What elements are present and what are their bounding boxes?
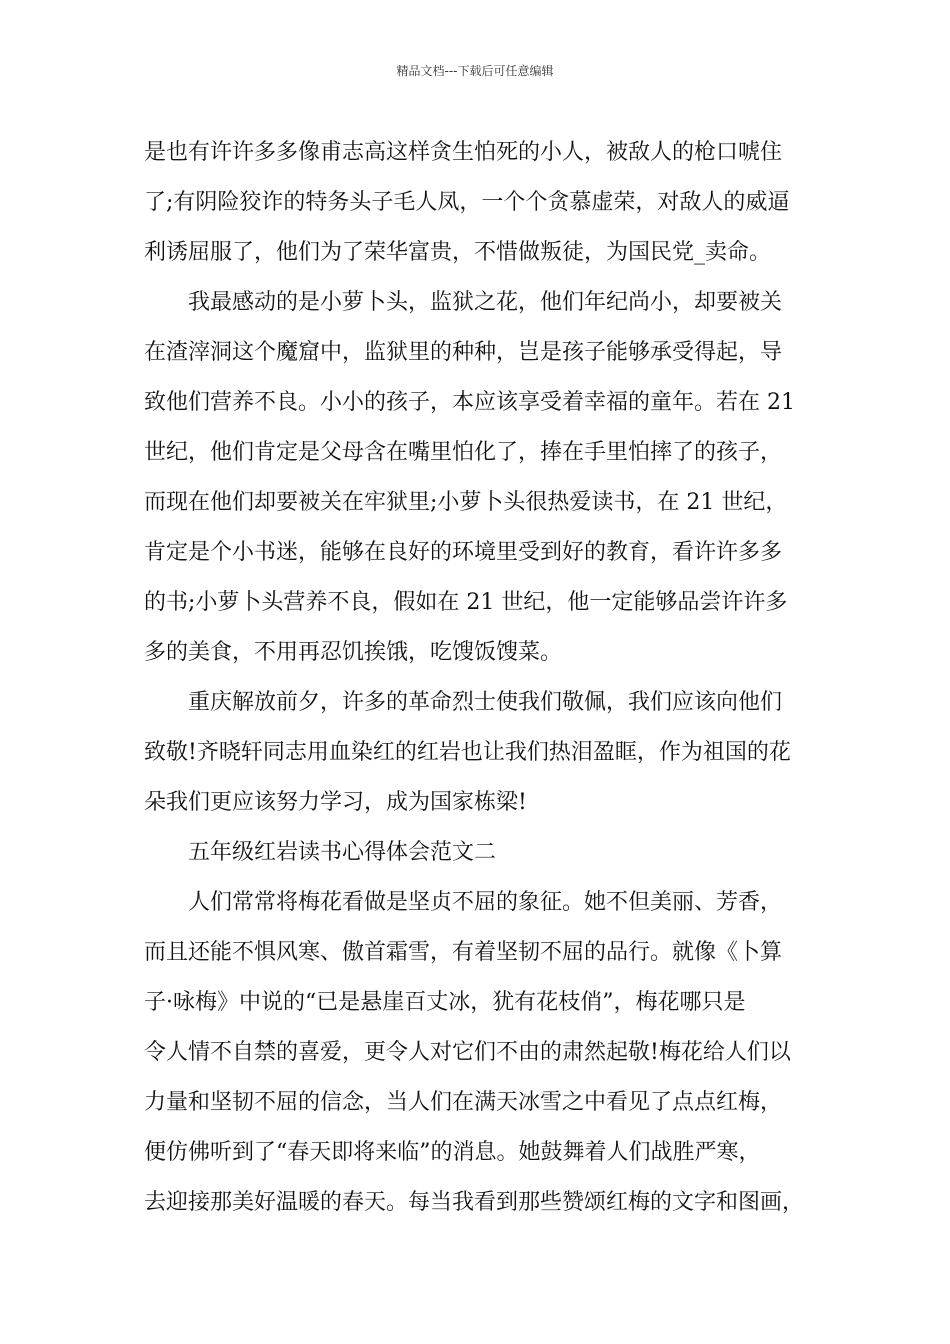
text-line: 力量和坚韧不屈的信念，当人们在满天冰雪之中看见了点点红梅， [144,1090,783,1115]
text-line: 多的美食，不用再忍饥挨饿，吃馊饭馊菜。 [144,640,563,665]
text-line: 了;有阴险狡诈的特务头子毛人凤，一个个贪慕虚荣，对敌人的威逼 [144,190,790,215]
text-line: 而现在他们却要被关在牢狱里;小萝卜头很热爱读书，在 21 世纪， [144,490,788,515]
text-line: 致他们营养不良。小小的孩子，本应该享受着幸福的童年。若在 21 [144,390,795,415]
document-body [144,128,824,1228]
page-header: 精品文档---下载后可任意编辑 [396,64,554,78]
section-heading [144,828,824,878]
paragraph [144,278,824,678]
text-line: 肯定是个小书迷，能够在良好的环境里受到好的教育，看许许多多 [144,540,783,565]
text-line: 便仿佛听到了“春天即将来临”的消息。她鼓舞着人们战胜严寒， [144,1140,761,1165]
text-line: 令人情不自禁的喜爱，更令人对它们不由的肃然起敬!梅花给人们以 [144,1040,791,1065]
paragraph [144,128,824,278]
text-line: 在渣滓洞这个魔窟中，监狱里的种种，岂是孩子能够承受得起，导 [144,340,783,365]
text-line: 致敬!齐晓轩同志用血染红的红岩也让我们热泪盈眶，作为祖国的花 [144,740,791,765]
text-line: 人们常常将梅花看做是坚贞不屈的象征。她不但美丽、芳香， [188,890,783,915]
text-line: 利诱屈服了，他们为了荣华富贵，不惜做叛徒，为国民党_卖命。 [144,240,772,265]
text-line: 而且还能不惧风寒、傲首霜雪，有着坚韧不屈的品行。就像《卜算 [144,940,783,965]
section-title: 五年级红岩读书心得体会范文二 [188,840,497,865]
text-line: 是也有许许多多像甫志高这样贪生怕死的小人，被敌人的枪口唬住 [144,140,783,165]
text-line: 世纪，他们肯定是父母含在嘴里怕化了，捧在手里怕摔了的孩子， [144,440,783,465]
paragraph [144,878,824,1228]
text-line: 重庆解放前夕，许多的革命烈士使我们敬佩，我们应该向他们 [188,690,783,715]
text-line: 我最感动的是小萝卜头，监狱之花，他们年纪尚小，却要被关 [188,290,783,315]
text-line: 去迎接那美好温暖的春天。每当我看到那些赞颂红梅的文字和图画， [144,1190,805,1215]
paragraph [144,678,824,828]
text-line: 朵我们更应该努力学习，成为国家栋梁! [144,790,527,815]
text-line: 子·咏梅》中说的“已是悬崖百丈冰，犹有花枝俏”，梅花哪只是 [144,990,746,1015]
text-line: 的书;小萝卜头营养不良，假如在 21 世纪，他一定能够品尝许许多 [144,590,788,615]
